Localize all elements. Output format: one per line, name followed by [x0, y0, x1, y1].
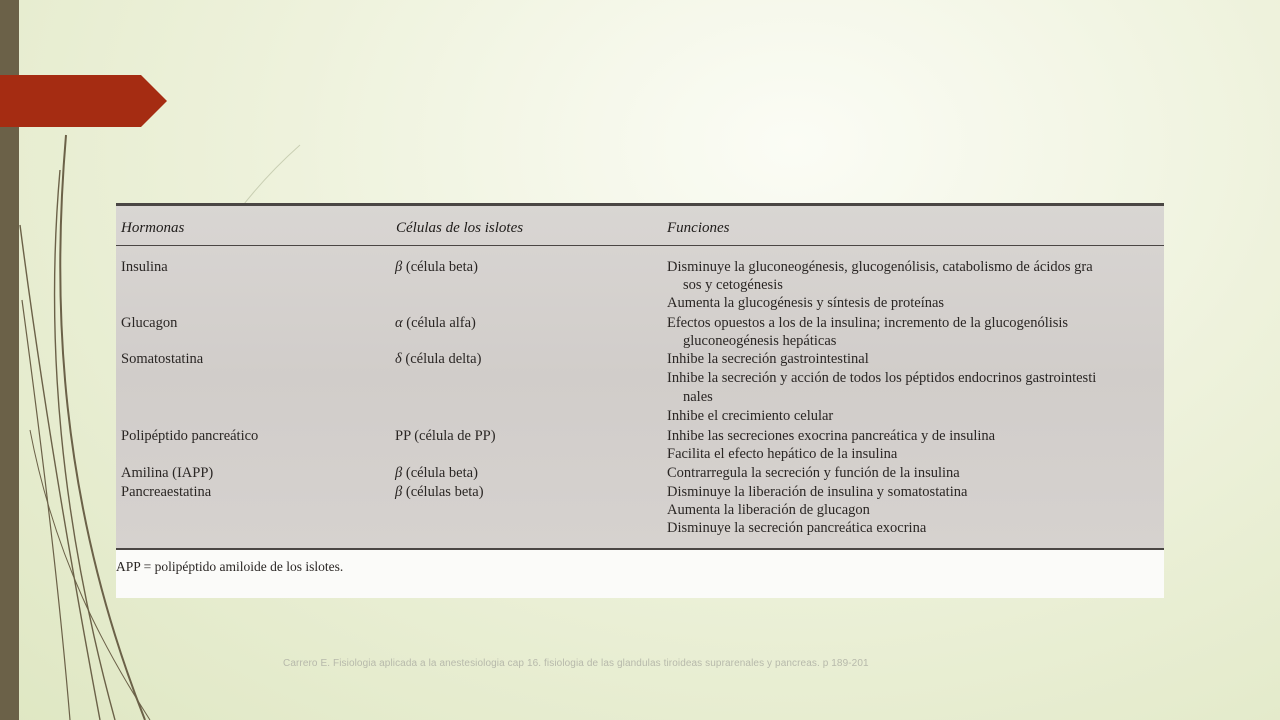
header-hormonas: Hormonas — [121, 220, 185, 236]
cell-type: (célula beta) — [405, 465, 478, 481]
hormone-name: Insulina — [121, 259, 168, 275]
greek-letter: δ — [395, 351, 402, 367]
islet-cell — [395, 484, 484, 501]
function-line: gluconeogénesis hepáticas — [683, 333, 837, 349]
hormone-name: Polipéptido pancreático — [121, 428, 259, 444]
header-celulas: Células de los islotes — [396, 220, 524, 236]
function-line: Aumenta la glucogénesis y síntesis de proteínas — [667, 295, 945, 311]
table-header-rule — [116, 245, 1164, 246]
function-line: Aumenta la liberación de glucagon — [667, 502, 870, 518]
hormones-table-image — [116, 203, 1164, 598]
islet-cell — [395, 428, 496, 445]
function-line: Disminuye la liberación de insulina y somatostatina — [667, 484, 968, 500]
cell-type: (células beta) — [405, 484, 484, 500]
cell-type: (célula alfa) — [406, 315, 476, 331]
function-line: sos y cetogénesis — [683, 277, 783, 293]
function-line: Disminuye la gluconeogénesis, glucogenólisis, catabolismo de ácidos gra — [667, 259, 1093, 275]
islet-cell — [395, 351, 481, 368]
greek-letter: β — [395, 465, 403, 481]
cell-type: (célula delta) — [405, 351, 482, 367]
function-line: Contrarregula la secreción y función de la insulina — [667, 465, 960, 481]
islet-cell — [395, 259, 478, 276]
header-funciones: Funciones — [667, 220, 730, 236]
table-bottom-rule — [116, 548, 1164, 550]
function-line: Disminuye la secreción pancreática exocrina — [667, 520, 927, 536]
function-line: Facilita el efecto hepático de la insulina — [667, 446, 898, 462]
hormone-name: Amilina (IAPP) — [121, 465, 214, 481]
greek-letter: β — [395, 259, 403, 275]
greek-letter: β — [395, 484, 403, 500]
function-line: Inhibe las secreciones exocrina pancreática y de insulina — [667, 428, 996, 444]
hormone-name: Pancreaestatina — [121, 484, 212, 500]
function-line: Inhibe la secreción gastrointestinal — [667, 351, 869, 367]
hormone-name: Glucagon — [121, 315, 178, 331]
table-top-rule — [116, 203, 1164, 206]
cell-type: (célula beta) — [405, 259, 478, 275]
greek-letter: α — [395, 315, 403, 331]
function-line: nales — [683, 389, 713, 405]
islet-cell — [395, 465, 478, 482]
cell-type: PP (célula de PP) — [395, 428, 496, 444]
hormone-name: Somatostatina — [121, 351, 204, 367]
function-line: Inhibe el crecimiento celular — [667, 408, 834, 424]
function-line: Efectos opuestos a los de la insulina; incremento de la glucogenólisis — [667, 315, 1069, 331]
citation-text: Carrero E. Fisiologia aplicada a la anestesiologia cap 16. fisiologia de las glandulas tiroideas suprarenales y pancreas. p 189-201 — [283, 658, 869, 669]
table-footnote: APP = polipéptido amiloide de los islotes. — [116, 559, 344, 574]
function-line: Inhibe la secreción y acción de todos los péptidos endocrinos gastrointesti — [667, 370, 1097, 386]
islet-cell — [395, 315, 476, 332]
